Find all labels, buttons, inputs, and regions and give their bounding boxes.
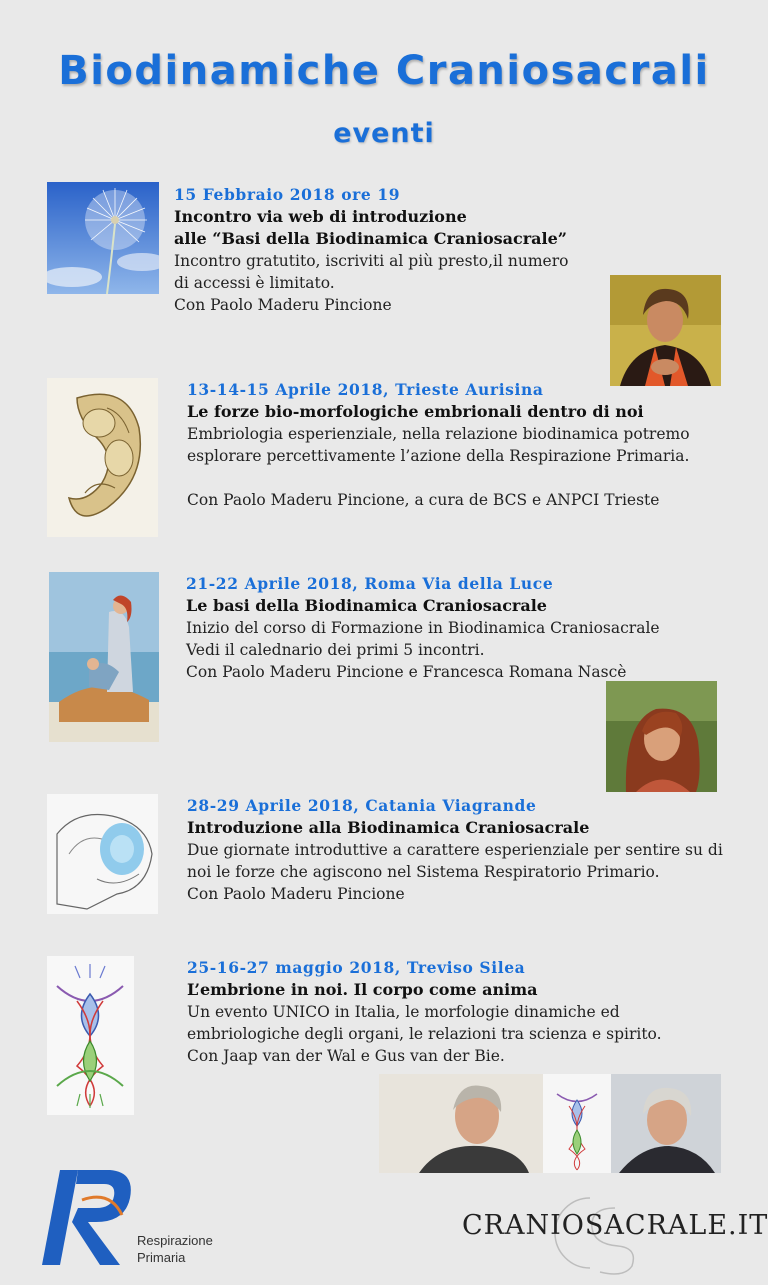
presenter-photo: [606, 681, 717, 792]
embryo-drawing-image: [47, 378, 158, 537]
event-date: 13-14-15 Aprile 2018, Trieste Aurisina: [187, 380, 544, 399]
event-title: Le basi della Biodinamica Craniosacrale: [186, 596, 547, 615]
event-presenter: Con Jaap van der Wal e Gus van der Bie.: [187, 1047, 505, 1065]
event-4: [187, 795, 723, 905]
event-2: [187, 379, 690, 511]
event-presenter: Con Paolo Maderu Pincione: [174, 296, 392, 314]
page-title: Biodinamiche Craniosacrali: [58, 48, 710, 94]
logo-text-line2: Primaria: [137, 1250, 186, 1265]
event-description: Vedi il calednario dei primi 5 incontri.: [186, 641, 485, 659]
event-description: Inizio del corso di Formazione in Biodinamica Craniosacrale: [186, 619, 660, 637]
wordmark-part: .IT: [728, 1210, 768, 1241]
event-5: [187, 957, 662, 1067]
wordmark-part: SACRALE: [584, 1210, 729, 1241]
event-description: noi le forze che agiscono nel Sistema Respiratorio Primario.: [187, 863, 660, 881]
embryo-diagram-image: [47, 956, 134, 1115]
dandelion-image: [47, 182, 159, 294]
event-presenter: Con Paolo Maderu Pincione, a cura de BCS e ANPCI Trieste: [187, 491, 660, 509]
event-date: 25-16-27 maggio 2018, Treviso Silea: [187, 958, 526, 977]
event-description: embriologiche degli organi, le relazioni tra scienza e spirito.: [187, 1025, 662, 1043]
event-description: di accessi è limitato.: [174, 274, 335, 292]
presenter-photo: [610, 275, 721, 386]
event-1: [174, 184, 568, 316]
respirazione-primaria-logo: [30, 1160, 220, 1270]
logo-text-line1: Respirazione: [137, 1233, 213, 1248]
event-title: Introduzione alla Biodinamica Craniosacrale: [187, 818, 590, 837]
event-3: [186, 573, 660, 683]
event-title: Incontro via web di introduzione: [174, 207, 467, 226]
craniosacrale-wordmark: [462, 1210, 768, 1241]
event-title: L’embrione in noi. Il corpo come anima: [187, 980, 538, 999]
event-date: 15 Febbraio 2018 ore 19: [174, 185, 401, 204]
event-presenter: Con Paolo Maderu Pincione e Francesca Romana Nascè: [186, 663, 627, 681]
spacer: [187, 467, 690, 489]
speakers-photo-strip: [379, 1074, 721, 1173]
wordmark-part: CRANIO: [462, 1210, 585, 1241]
head-sketch-image: [47, 794, 158, 914]
seaside-illustration-image: [49, 572, 159, 742]
page-subtitle: eventi: [333, 118, 435, 149]
event-description: Un evento UNICO in Italia, le morfologie dinamiche ed: [187, 1003, 620, 1021]
event-title: alle “Basi della Biodinamica Craniosacrale”: [174, 229, 567, 248]
event-date: 21-22 Aprile 2018, Roma Via della Luce: [186, 574, 554, 593]
event-description: esplorare percettivamente l’azione della Respirazione Primaria.: [187, 447, 690, 465]
event-presenter: Con Paolo Maderu Pincione: [187, 885, 405, 903]
event-description: Embriologia esperienziale, nella relazione biodinamica potremo: [187, 425, 690, 443]
event-description: Incontro gratutito, iscriviti al più presto,il numero: [174, 252, 569, 270]
event-date: 28-29 Aprile 2018, Catania Viagrande: [187, 796, 537, 815]
event-description: Due giornate introduttive a carattere esperienziale per sentire su di: [187, 841, 723, 859]
event-title: Le forze bio-morfologiche embrionali dentro di noi: [187, 402, 644, 421]
